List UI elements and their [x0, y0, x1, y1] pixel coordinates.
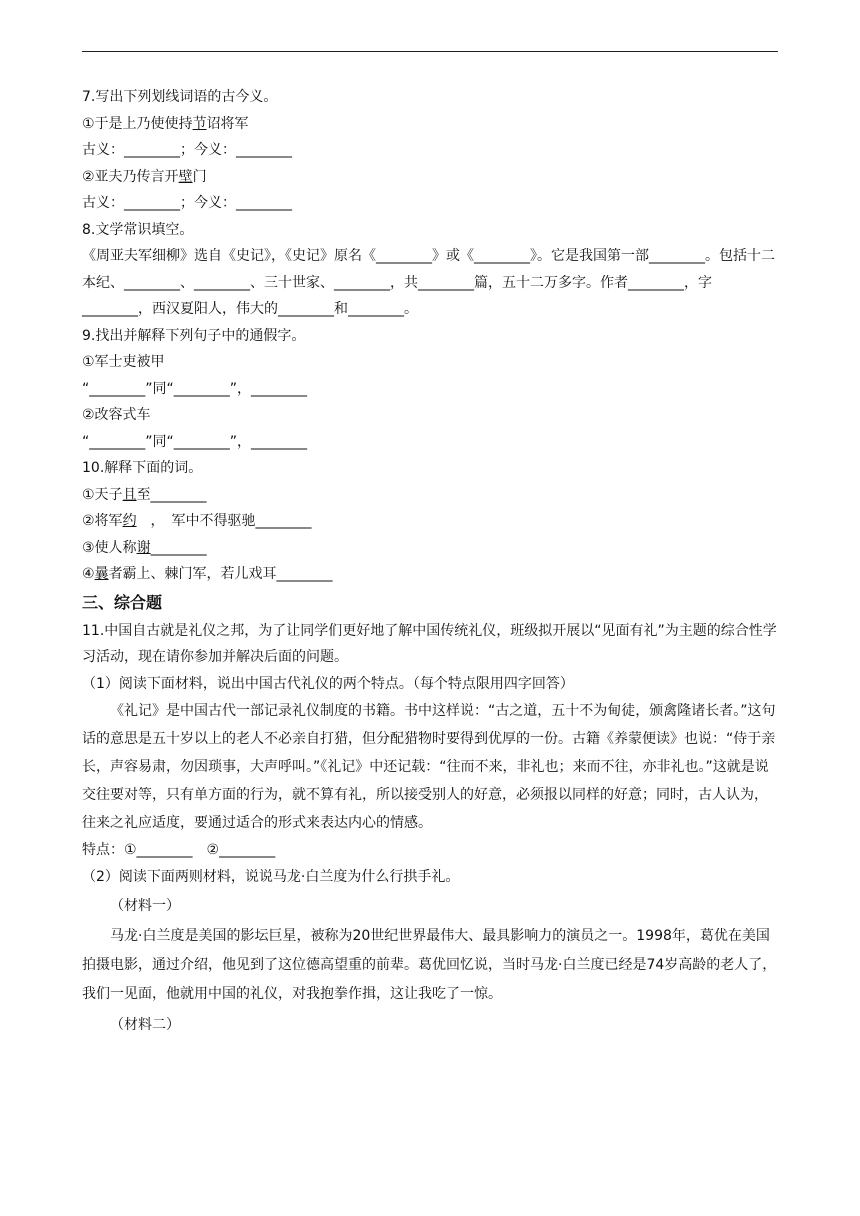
question-11-intro: 11.中国自古就是礼仪之邦，为了让同学们更好地了解中国传统礼仪，班级拟开展以“见面有礼”为主题的综合性学习活动，现在请你参加并解决后面的问题。	[82, 622, 777, 665]
question-9-title: 9.找出并解释下列句子中的通假字。	[82, 327, 306, 344]
document-body	[82, 84, 780, 1041]
underlined-word: 曩	[94, 566, 109, 582]
features-answer: 特点：①________ ②________	[82, 842, 276, 858]
question-11-sub-1: （1）阅读下面材料，说出中国古代礼仪的两个特点。（每个特点限用四字回答）	[82, 675, 574, 692]
question-7-title: 7.写出下列划线词语的古今义。	[82, 89, 278, 105]
question-7-answer-1: 古义：________；今义：________	[82, 142, 292, 158]
material-1-label: （材料一）	[110, 898, 180, 914]
question-7-item-1: ①于是上乃使使持节诏将军	[82, 115, 249, 132]
question-8-title: 8.文学常识填空。	[82, 221, 194, 238]
question-10-item-2: ②将军约 ， 军中不得驱驰________	[82, 513, 312, 529]
underlined-word: 节	[192, 115, 207, 132]
question-11-sub-2: （2）阅读下面两则材料，说说马龙·白兰度为什么行拱手礼。	[82, 868, 460, 885]
section-heading: 三、综合题	[82, 592, 163, 612]
question-9-answer-1: “________”同“________”，________	[82, 380, 308, 397]
question-9-item-2: ②改容式车	[82, 407, 151, 423]
underlined-word: 且	[122, 486, 137, 503]
question-9-answer-2: “________”同“________”，________	[82, 433, 308, 450]
question-10-item-1: ①天子且至________	[82, 486, 207, 503]
question-9-item-1: ①军士吏被甲	[82, 354, 165, 370]
question-10-item-4: ④曩者霸上、棘门军，若儿戏耳________	[82, 566, 333, 582]
question-10-title: 10.解释下面的词。	[82, 460, 203, 476]
material-2-label: （材料二）	[110, 1017, 180, 1033]
question-8-text: 《周亚夫军细柳》选自《史记》，《史记》原名《________》或《________》。它是我国第一部________。包括十二本纪、________、________、三十世家、________，共________篇，五十二万多字。作者________，字________，西汉夏阳人，伟大的________和________。	[82, 248, 775, 317]
underlined-word: 约	[122, 513, 137, 529]
underlined-word: 谢	[136, 539, 151, 556]
question-10-item-3: ③使人称谢________	[82, 539, 207, 556]
question-7-answer-2: 古义：________；今义：________	[82, 195, 292, 211]
question-7-item-2: ②亚夫乃传言开壁门	[82, 168, 207, 185]
material-1-text: 马龙·白兰度是美国的影坛巨星，被称为20世纪世界最伟大、最具影响力的演员之一。1998年，葛优在美国拍摄电影，通过介绍，他见到了这位德高望重的前辈。葛优回忆说，当时马龙·白兰度已经是74岁高龄的老人了，我们一见面，他就用中国的礼仪，对我抱拳作揖，这让我吃了一惊。	[82, 928, 777, 1002]
header-rule	[82, 51, 778, 52]
passage-1: 《礼记》是中国古代一部记录礼仪制度的书籍。书中这样说：“古之道，五十不为甸徒，颁禽隆诸长者。”这句话的意思是五十岁以上的老人不必亲自打猎，但分配猎物时要得到优厚的一份。古籍《养蒙便读》也说：“侍于亲长，声容易肃，勿因琐事，大声呼叫。”《礼记》中还记载：“往而不来，非礼也；来而不往，亦非礼也。”这就是说交往要对等，只有单方面的行为，就不算有礼，所以接受别人的好意，必须报以同样的好意；同时，古人认为，往来之礼应适度，要通过适合的形式来表达内心的情感。	[82, 703, 776, 831]
underlined-word: 壁	[178, 168, 193, 185]
